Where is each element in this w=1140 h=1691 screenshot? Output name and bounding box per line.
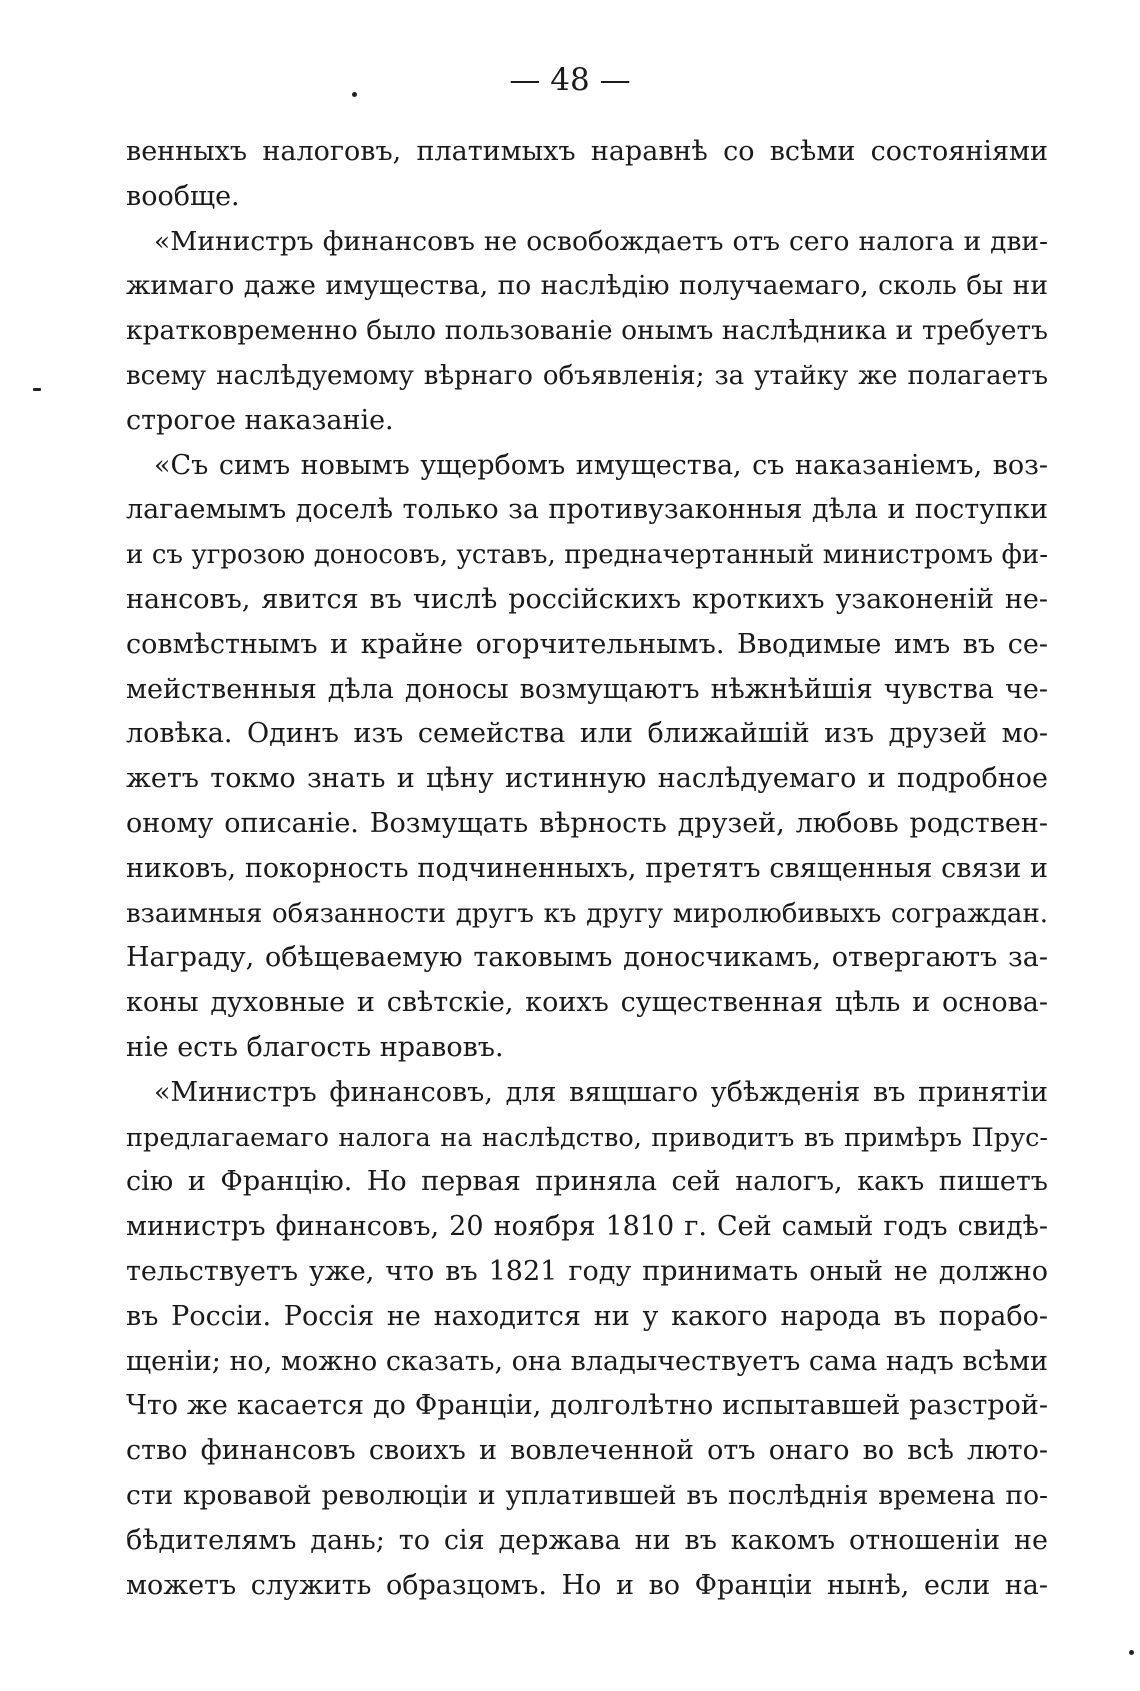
text-line: кратковременно было пользованіе онымъ наслѣдника и требуетъ [126,315,1048,347]
text-line: можетъ служить образцомъ. Но и во Франціи нынѣ, если на- [126,1569,1048,1601]
text-line: щеніи; но, можно сказать, она владычествуетъ сама надъ всѣми [126,1345,1048,1377]
text-line: тельствуетъ уже, что въ 1821 году принимать оный не должно [126,1255,1048,1287]
text-line: министръ финансовъ, 20 ноября 1810 г. Сей самый годъ свидѣ- [126,1211,1048,1243]
text-line: бѣдителямъ дань; то сія держава ни въ какомъ отношеніи не [126,1524,1048,1556]
text-line: никовъ, покорность подчиненныхъ, претятъ священныя связи и [126,852,1048,884]
text-line: совмѣстнымъ и крайне огорчительнымъ. Вводимые имъ въ се- [126,628,1048,660]
text-line: венныхъ налоговъ, платимыхъ наравнѣ со всѣми состояніями [126,136,1048,167]
text-line: сію и Францію. Но первая приняла сей налогъ, какъ пишетъ [126,1166,1048,1198]
page-number: — 48 — [509,62,631,98]
text-line: предлагаемаго налога на наслѣдство, приводитъ въ примѣръ Прус- [126,1122,1048,1153]
text-line: «Министръ финансовъ не освобождаетъ отъ сего налога и дви- [154,225,1048,257]
text-line: «Министръ финансовъ, для вящшаго убѣжденія въ принятіи [154,1076,1048,1108]
text-line: жимаго даже имущества, по наслѣдію получаемаго, сколь бы ни [126,270,1048,302]
text-line: въ Россіи. Россія не находится ни у какого народа въ порабо- [126,1300,1048,1332]
text-line: коны духовные и свѣтскіе, коихъ существенная цѣль и основа- [126,987,1048,1019]
text-line: лагаемымъ доселѣ только за противузаконныя дѣла и поступки [126,494,1048,526]
text-line: всему наслѣдуемому вѣрнаго объявленія; за утайку же полагаетъ [126,360,1048,391]
text-line: вообще. [126,180,240,212]
text-line: нансовъ, явится въ числѣ россійскихъ кроткихъ узаконеній не- [126,583,1048,615]
text-line: жетъ токмо знать и цѣну истинную наслѣдуемаго и подробное [126,763,1048,795]
margin-mark [33,388,41,391]
text-line: оному описаніе. Возмущать вѣрность друзей, любовь родствен- [126,807,1048,839]
ink-speck [1129,1650,1134,1655]
text-line: сти кровавой революціи и уплатившей въ послѣднія времена по- [126,1479,1048,1511]
text-line: и съ угрозою доносовъ, уставъ, предначертанный министромъ фи- [126,540,1048,571]
text-line: ловѣка. Одинъ изъ семейства или ближайшій изъ друзей мо- [126,718,1048,750]
text-line: ство финансовъ своихъ и вовлеченной отъ онаго во всѣ люто- [126,1435,1048,1467]
text-line: Награду, обѣщеваемую таковымъ доносчикамъ, отвергаютъ за- [126,942,1048,974]
text-line: Что же касается до Франціи, долголѣтно испытавшей разстрой- [126,1390,1048,1422]
text-line: «Съ симъ новымъ ущербомъ имущества, съ наказаніемъ, воз- [154,449,1048,481]
text-line: ніе есть благость нравовъ. [126,1031,504,1063]
text-line: мейственныя дѣла доносы возмущаютъ нѣжнѣйшія чувства че- [126,673,1048,705]
text-line: взаимныя обязанности другъ къ другу миролюбивыхъ сограждан. [126,898,1048,929]
text-line: строгое наказаніе. [126,404,394,436]
body-text [126,130,1048,1608]
